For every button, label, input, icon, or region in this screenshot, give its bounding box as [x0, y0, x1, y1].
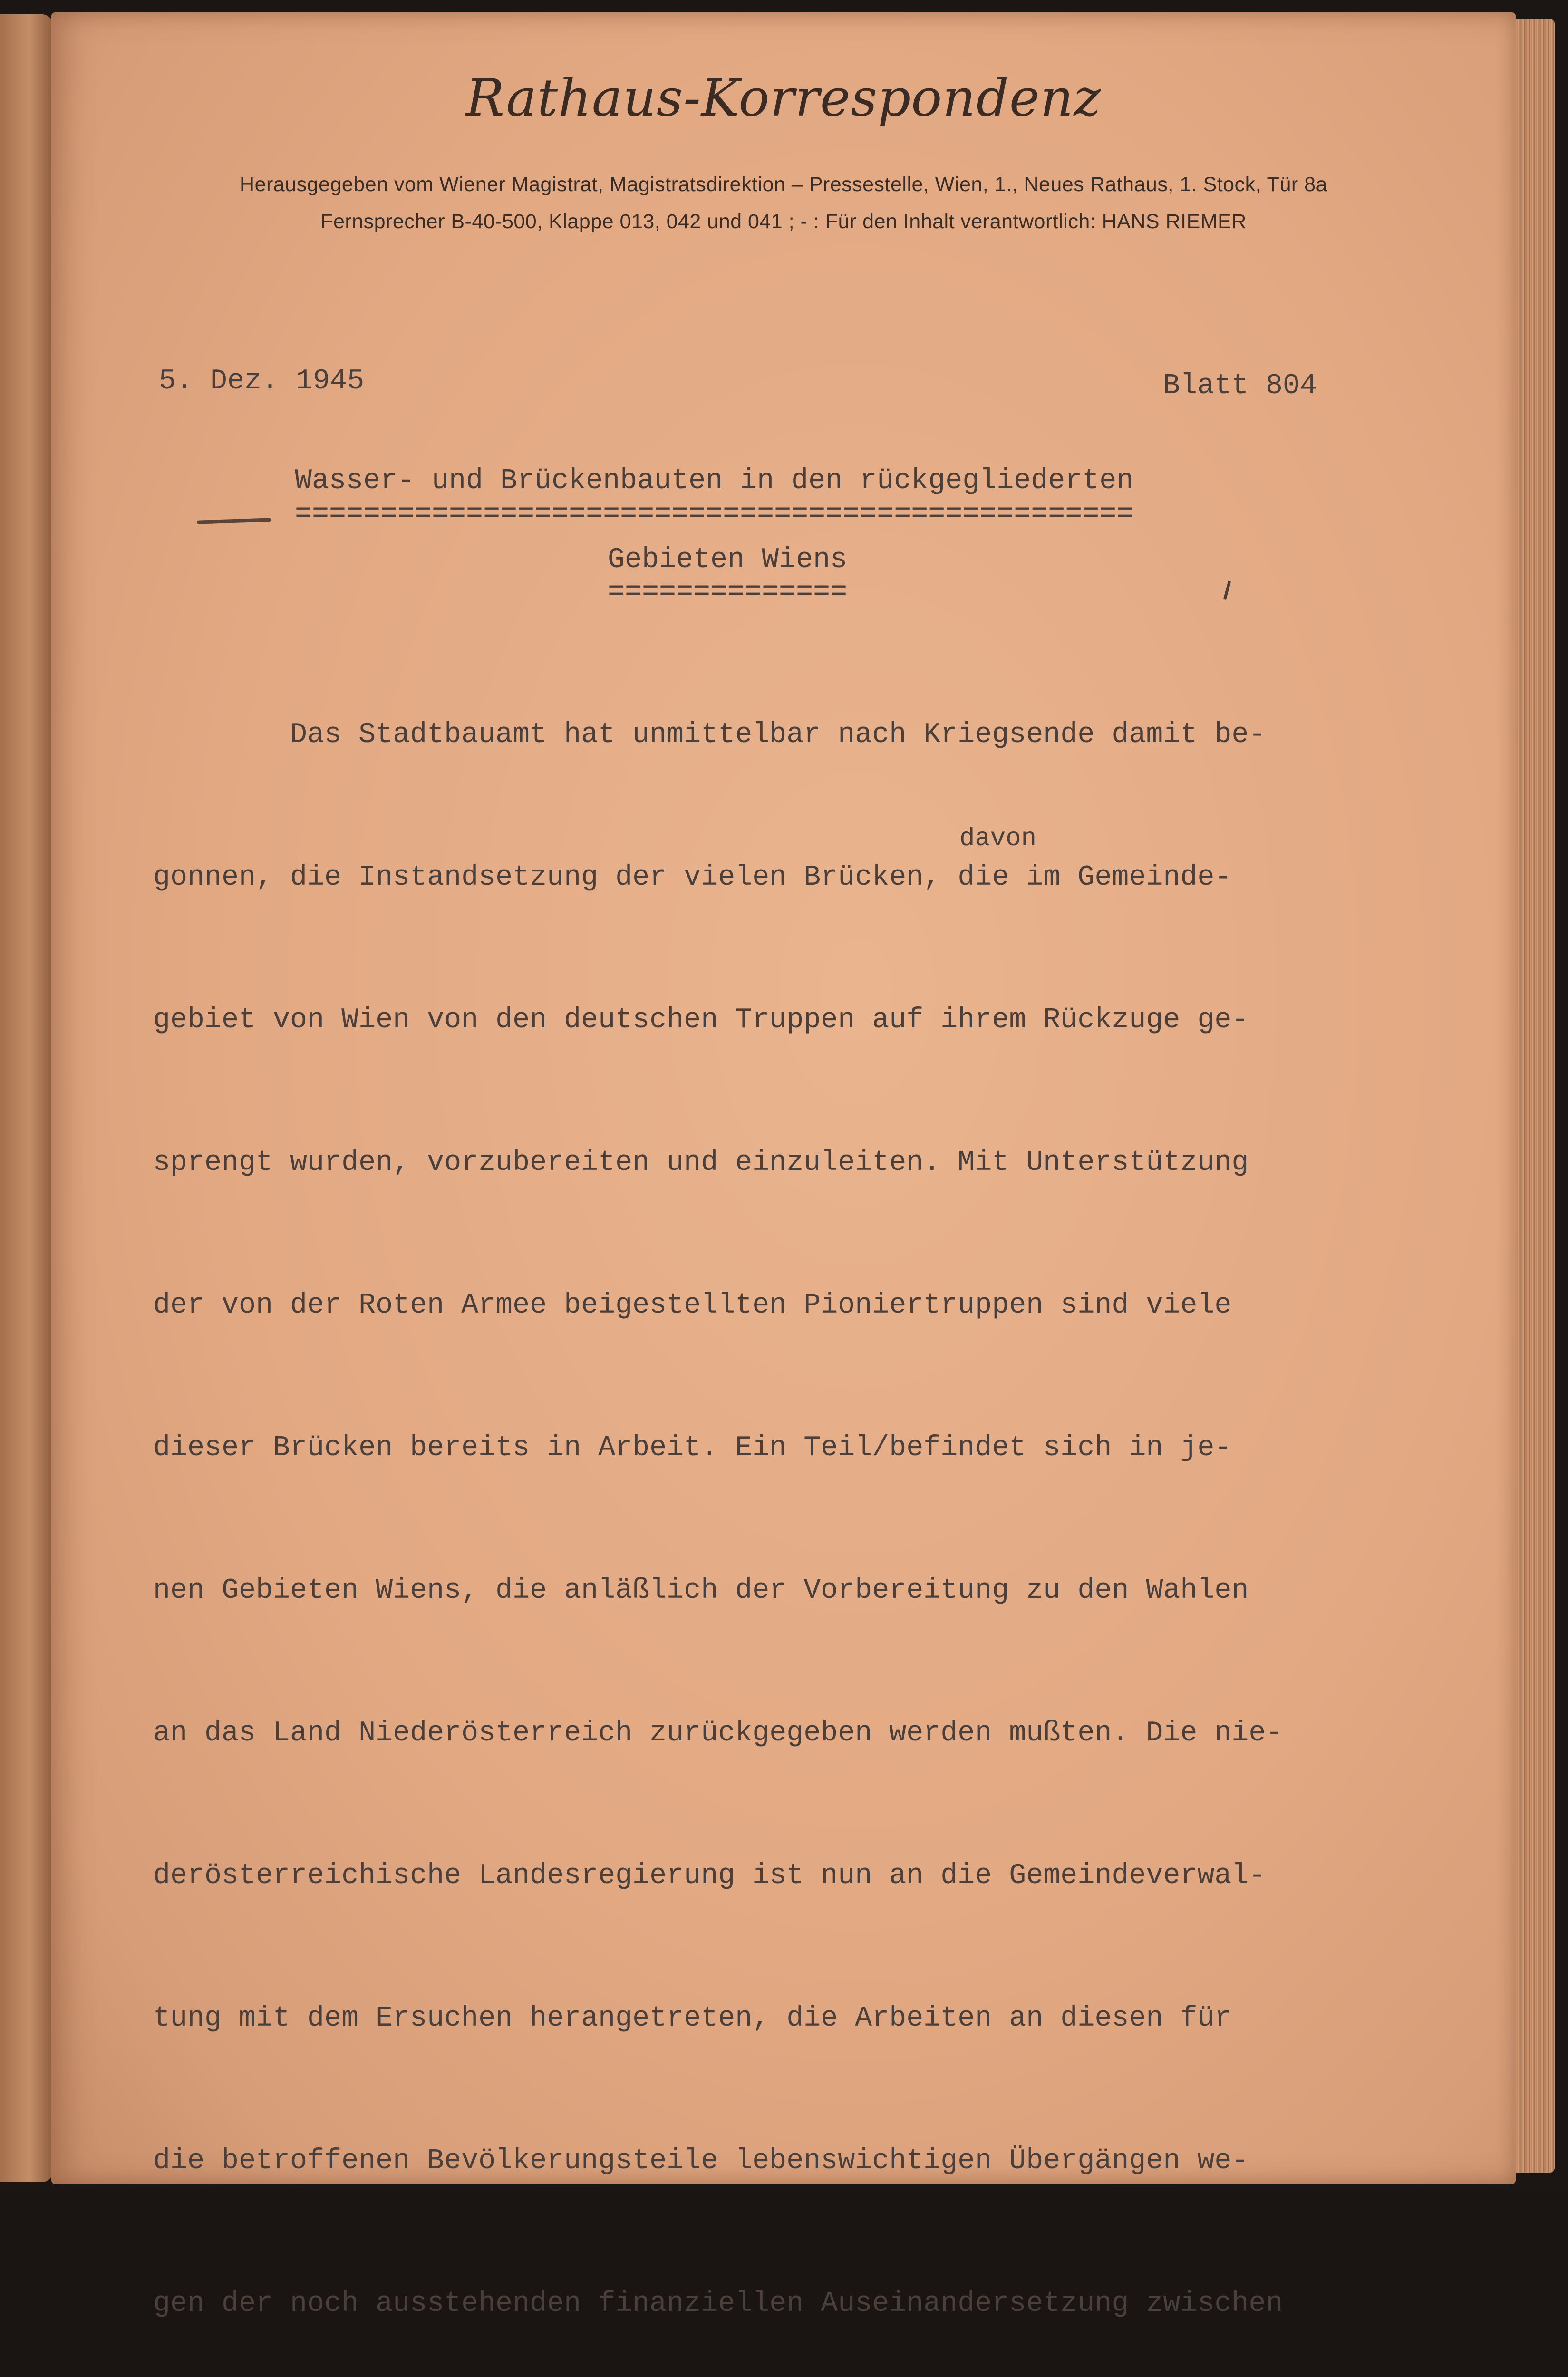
margin-pencil-mark: [197, 518, 271, 524]
body-line: an das Land Niederösterreich zurückgegeben werden mußten. Die nie-: [153, 1717, 1283, 1749]
body-line: der von der Roten Armee beigestellten Pioniertruppen sind viele: [153, 1289, 1232, 1322]
body-line: gonnen, die Instandsetzung der vielen Brücken, die im Gemeinde-: [153, 861, 1232, 894]
handwritten-insert: davon: [959, 824, 1037, 853]
sheet-number: Blatt 804: [1163, 370, 1317, 402]
margin-tick-mark: [1223, 581, 1231, 600]
document-page: [51, 12, 1516, 2320]
body-line: nen Gebieten Wiens, die anläßlich der Vorbereitung zu den Wahlen: [153, 1575, 1249, 1607]
article-body: [153, 616, 1513, 2377]
publisher-line: Herausgegeben vom Wiener Magistrat, Magistratsdirektion – Pressestelle, Wien, 1., Neues Rathaus, 1. Stock, Tür 8a: [240, 173, 1327, 196]
contact-line: Fernsprecher B-40-500, Klappe 013, 042 und 041 ; - : Für den Inhalt verantwortlich: HANS RIEMER: [320, 210, 1247, 233]
body-line: tung mit dem Ersuchen herangetreten, die Arbeiten an diesen für: [153, 2002, 1232, 2035]
left-page-edge: [0, 14, 53, 2182]
body-line: derösterreichische Landesregierung ist nun an die Gemeindeverwal-: [153, 1860, 1266, 1892]
article-title-line-1: Wasser- und Brückenbauten in den rückgegliederten: [295, 465, 1134, 497]
masthead-title: Rathaus-Korrespondenz: [465, 68, 1102, 128]
article-title-rule-1: =================================================: [295, 498, 1134, 531]
article-title-line-2: Gebieten Wiens: [608, 544, 848, 576]
article-title-rule-2: ==============: [608, 576, 848, 609]
document-date: 5. Dez. 1945: [159, 365, 365, 397]
body-line: Das Stadtbauamt hat unmittelbar nach Kriegsende damit be-: [153, 719, 1266, 751]
body-line: sprengt wurden, vorzubereiten und einzuleiten. Mit Unterstützung: [153, 1147, 1249, 1179]
body-line: gebiet von Wien von den deutschen Truppen auf ihrem Rückzuge ge-: [153, 1004, 1249, 1036]
body-line: dieser Brücken bereits in Arbeit. Ein Teil/befindet sich in je-: [153, 1432, 1232, 1464]
body-line: die betroffenen Bevölkerungsteile lebenswichtigen Übergängen we-: [153, 2145, 1249, 2177]
body-line: gen der noch ausstehenden finanziellen Auseinandersetzung zwischen: [153, 2288, 1283, 2320]
